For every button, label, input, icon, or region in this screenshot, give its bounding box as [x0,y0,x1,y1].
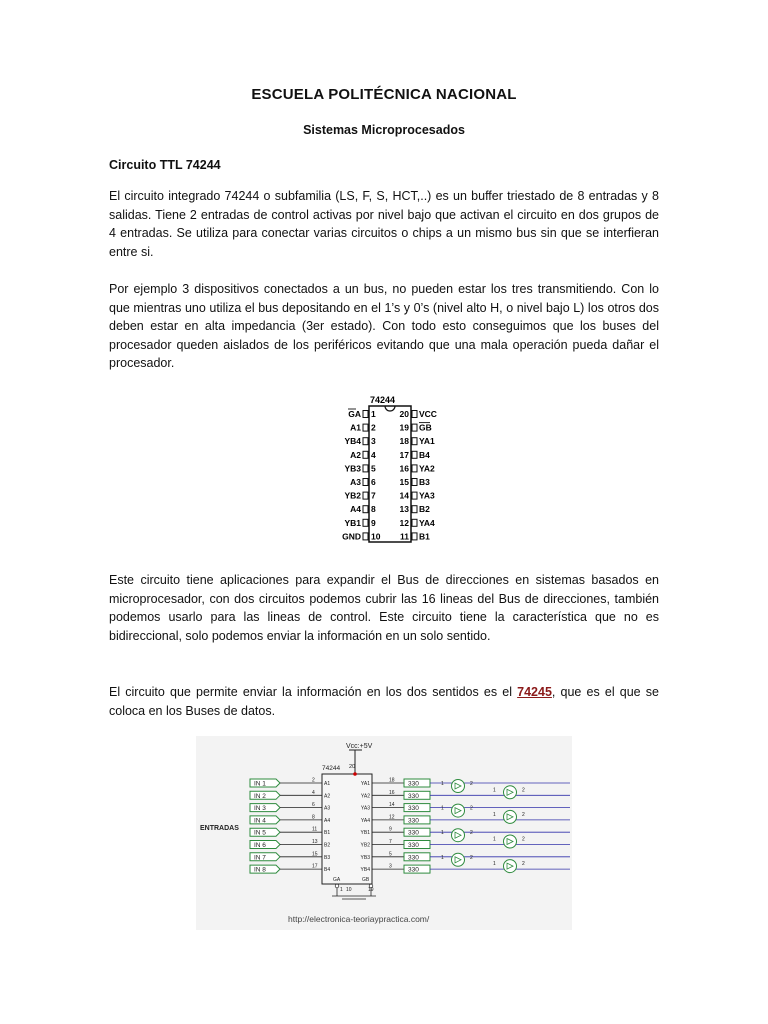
circuit-led-pin2: 2 [522,811,525,818]
circuit-resistor-value: 330 [408,866,419,874]
circuit-input-pin-name: B1 [324,830,331,837]
circuit-led [452,804,465,817]
circuit-ga-bubble [335,884,339,888]
pinout-right-pin-number: 18 [399,436,409,447]
pinout-left-pin-name: A1 [350,422,361,433]
pinout-right-pin-pad [412,438,417,445]
circuit-chip-label: 74244 [322,765,341,772]
circuit-vcc-pin-number: 20 [349,764,356,770]
pinout-right-pin-pad [412,411,417,418]
pinout-left-pin-name: A4 [350,504,361,515]
pinout-left-pin-name: YB4 [344,436,361,447]
circuit-input-label: IN 2 [254,792,266,800]
pinout-left-pin-name: GND [342,531,361,542]
pinout-chip-label: 74244 [370,395,396,405]
pinout-left-pin-pad [363,451,368,458]
pinout-right-pin-name: B2 [419,504,430,515]
pinout-right-pin-name: YA1 [419,436,435,447]
paragraph-2: Por ejemplo 3 dispositivos conectados a un bus, no pueden estar los tres transmitiendo. Con lo que mientras uno utiliza el bus depositando en el 1’s y 0’s (nivel alto H, o nivel bajo L) los otros dos deben estar en alta impedancia (3er estado). Con todo esto conseguimos que los buses del procesador queden aislados de los periféricos evitando que una mala operación pueda dañar el procesador. [109,282,659,370]
pinout-right-pin-number: 13 [399,504,409,515]
circuit-resistor-value: 330 [408,780,419,788]
circuit-resistor-value: 330 [408,829,419,837]
circuit-input-label: IN 3 [254,805,266,813]
circuit-output-pin-name: YA4 [360,817,370,824]
circuit-output-pin-name: YA3 [360,805,370,812]
pinout-left-pin-name: A2 [350,449,361,460]
pinout-diagram [328,394,458,544]
circuit-resistor-value: 330 [408,842,419,849]
pinout-left-pin-name: YB3 [344,463,361,474]
pinout-left-pin-number: 10 [371,531,381,542]
pinout-right-pin-number: 16 [399,463,409,474]
paragraph-1: El circuito integrado 74244 o subfamilia (LS, F, S, HCT,..) es un buffer triestado de 8 entradas y 8 salidas. Tiene 2 entradas de control activas por nivel bajo que activan el circuito en dos grupos de 4 entradas. Se utiliza para conectar varias circuitos o chips a un mismo bus sin que se interfieran entre si. [109,189,659,259]
pinout-right-pin-name: B1 [419,531,430,542]
circuit-input-label: IN 6 [254,842,266,849]
pinout-left-pin-pad [363,533,368,540]
circuit-led-pin1: 1 [493,811,496,818]
pinout-right-pin-name: GB [419,422,432,433]
circuit-led [452,829,465,842]
circuit-input-pin-name: A4 [324,817,331,824]
circuit-input-pin-number: 2 [312,777,315,784]
pinout-left-pin-pad [363,465,368,472]
circuit-led-pin2: 2 [522,836,525,843]
pinout-left-pin-number: 3 [371,436,376,447]
pinout-right-pin-name: VCC [419,409,437,419]
pinout-right-pin-pad [412,479,417,486]
circuit-output-pin-number: 12 [389,814,395,821]
paragraph-4 [109,683,659,720]
pinout-right-pin-pad [412,533,417,540]
circuit-vcc-node [353,772,357,776]
pinout-left-pin-number: 9 [371,517,376,528]
circuit-output-pin-name: YB4 [360,867,370,874]
circuit-gnd-pin-number: 10 [346,887,352,893]
circuit-output-pin-number: 16 [389,789,395,796]
circuit-input-pin-number: 11 [312,826,318,833]
circuit-led-pin1: 1 [441,805,444,812]
circuit-led-pin2: 2 [522,861,525,868]
pinout-left-pin-pad [363,519,368,526]
circuit-resistor-value: 330 [408,817,419,825]
pinout-right-pin-pad [412,519,417,526]
pinout-left-pin-number: 8 [371,504,376,515]
circuit-led [452,853,465,866]
pinout-right-pin-pad [412,451,417,458]
circuit-output-pin-number: 18 [389,777,395,784]
pinout-left-pin-pad [363,492,368,499]
pinout-right-pin-number: 15 [399,477,409,487]
circuit-gb-label: GB [362,877,370,883]
pinout-right-pin-name: B3 [419,477,430,487]
circuit-led [504,835,517,848]
circuit-led-pin1: 1 [441,854,444,861]
circuit-output-pin-name: YA1 [360,781,370,787]
circuit-led-pin2: 2 [470,854,473,861]
circuit-input-label: IN 5 [254,829,266,837]
pinout-right-pin-pad [412,424,417,431]
pinout-right-pin-number: 14 [399,490,409,501]
circuit-input-pin-name: B3 [324,854,331,861]
circuit-source-url: http://electronica-teoriaypractica.com/ [288,914,430,924]
pinout-right-pin-name: YA4 [419,517,435,528]
circuit-led-pin1: 1 [493,787,496,794]
pinout-right-pin-number: 12 [399,517,409,528]
circuit-output-pin-number: 9 [389,826,392,833]
circuit-output-pin-number: 5 [389,851,392,858]
circuit-led [504,860,517,873]
circuit-led-pin2: 2 [470,805,473,812]
circuit-input-pin-name: B2 [324,842,331,849]
circuit-led-pin1: 1 [493,861,496,868]
circuit-input-label: IN 4 [254,817,266,825]
circuit-input-pin-name: A3 [324,805,331,812]
pinout-left-pin-name: YB1 [344,517,361,528]
circuit-input-pin-number: 15 [312,851,318,858]
circuit-inputs-label: ENTRADAS [200,825,239,832]
pinout-left-pin-number: 7 [371,490,376,501]
document-title: ESCUELA POLITÉCNICA NACIONAL [251,86,517,103]
paragraph-3: Este circuito tiene aplicaciones para expandir el Bus de direcciones en sistemas basados en microprocesador, con dos circuitos podemos cubrir las 16 lineas del Bus de direcciones, también podemos usarlo para las lineas de control. Este circuito tiene la característica que no es bidireccional, solo podemos enviar la información en un solo sentido. [109,573,659,643]
circuit-input-pin-number: 13 [312,839,318,845]
circuit-output-pin-name: YB2 [360,842,370,849]
pinout-right-pin-pad [412,492,417,499]
circuit-input-label: IN 7 [254,854,266,862]
pinout-right-pin-name: YA2 [419,463,435,474]
circuit-led-pin1: 1 [493,836,496,843]
circuit-led-pin1: 1 [441,830,444,837]
pinout-right-pin-pad [412,465,417,472]
pinout-right-pin-number: 17 [399,449,409,460]
circuit-led-pin2: 2 [522,787,525,794]
pinout-left-pin-pad [363,438,368,445]
pinout-right-pin-pad [412,506,417,513]
circuit-output-pin-name: YA2 [360,793,370,800]
pinout-left-pin-pad [363,479,368,486]
pinout-left-pin-number: 4 [371,449,376,460]
circuit-input-label: IN 1 [254,780,266,788]
circuit-input-pin-number: 6 [312,802,315,809]
circuit-input-label: IN 8 [254,866,266,874]
pinout-right-pin-name: YA3 [419,490,435,501]
circuit-led-pin2: 2 [470,781,473,787]
pinout-left-pin-name: A3 [350,477,361,487]
circuit-input-pin-number: 8 [312,814,315,821]
pinout-left-pin-number: 2 [371,422,376,433]
circuit-output-pin-number: 7 [389,839,392,845]
paragraph-4-text-b: , que es el que se coloca en los Buses de datos. [109,685,659,718]
circuit-input-pin-name: A1 [324,781,331,787]
circuit-led-pin2: 2 [470,830,473,837]
pinout-left-pin-pad [363,506,368,513]
circuit-resistor-value: 330 [408,792,419,800]
section-heading: Circuito TTL 74244 [109,158,221,172]
circuit-input-pin-number: 17 [312,863,318,870]
pinout-left-pin-number: 6 [371,477,376,487]
circuit-output-pin-name: YB3 [360,854,370,861]
circuit-input-pin-number: 4 [312,789,315,796]
link-74245[interactable]: 74245 [517,685,552,699]
pinout-right-pin-number: 19 [399,422,409,433]
circuit-led [452,780,465,793]
paragraph-4-text-a: El circuito que permite enviar la información en los dos sentidos es el [109,685,518,699]
circuit-schematic [196,736,572,930]
pinout-left-pin-name: GA [348,409,361,419]
circuit-input-pin-name: B4 [324,867,331,874]
pinout-right-pin-number: 20 [399,409,409,419]
circuit-input-pin-name: A2 [324,793,331,800]
circuit-output-pin-number: 3 [389,863,392,870]
circuit-led [504,786,517,799]
circuit-gb-pin-number: 19 [368,887,374,893]
circuit-ga-pin-number: 1 [340,887,343,893]
circuit-output-pin-number: 14 [389,802,395,809]
circuit-led-pin1: 1 [441,781,444,787]
pinout-right-pin-name: B4 [419,449,430,460]
pinout-right-pin-number: 11 [400,531,409,542]
circuit-ga-label: GA [333,877,341,883]
circuit-led [504,810,517,823]
document-subtitle: Sistemas Microprocesados [303,123,465,137]
pinout-left-pin-number: 5 [371,463,376,474]
circuit-vcc-label: Vcc:+5V [346,743,373,750]
circuit-resistor-value: 330 [408,854,419,862]
circuit-output-pin-name: YB1 [360,830,370,837]
pinout-left-pin-pad [363,411,368,418]
pinout-left-pin-pad [363,424,368,431]
circuit-resistor-value: 330 [408,805,419,813]
pinout-left-pin-number: 1 [371,409,376,419]
pinout-left-pin-name: YB2 [344,490,361,501]
